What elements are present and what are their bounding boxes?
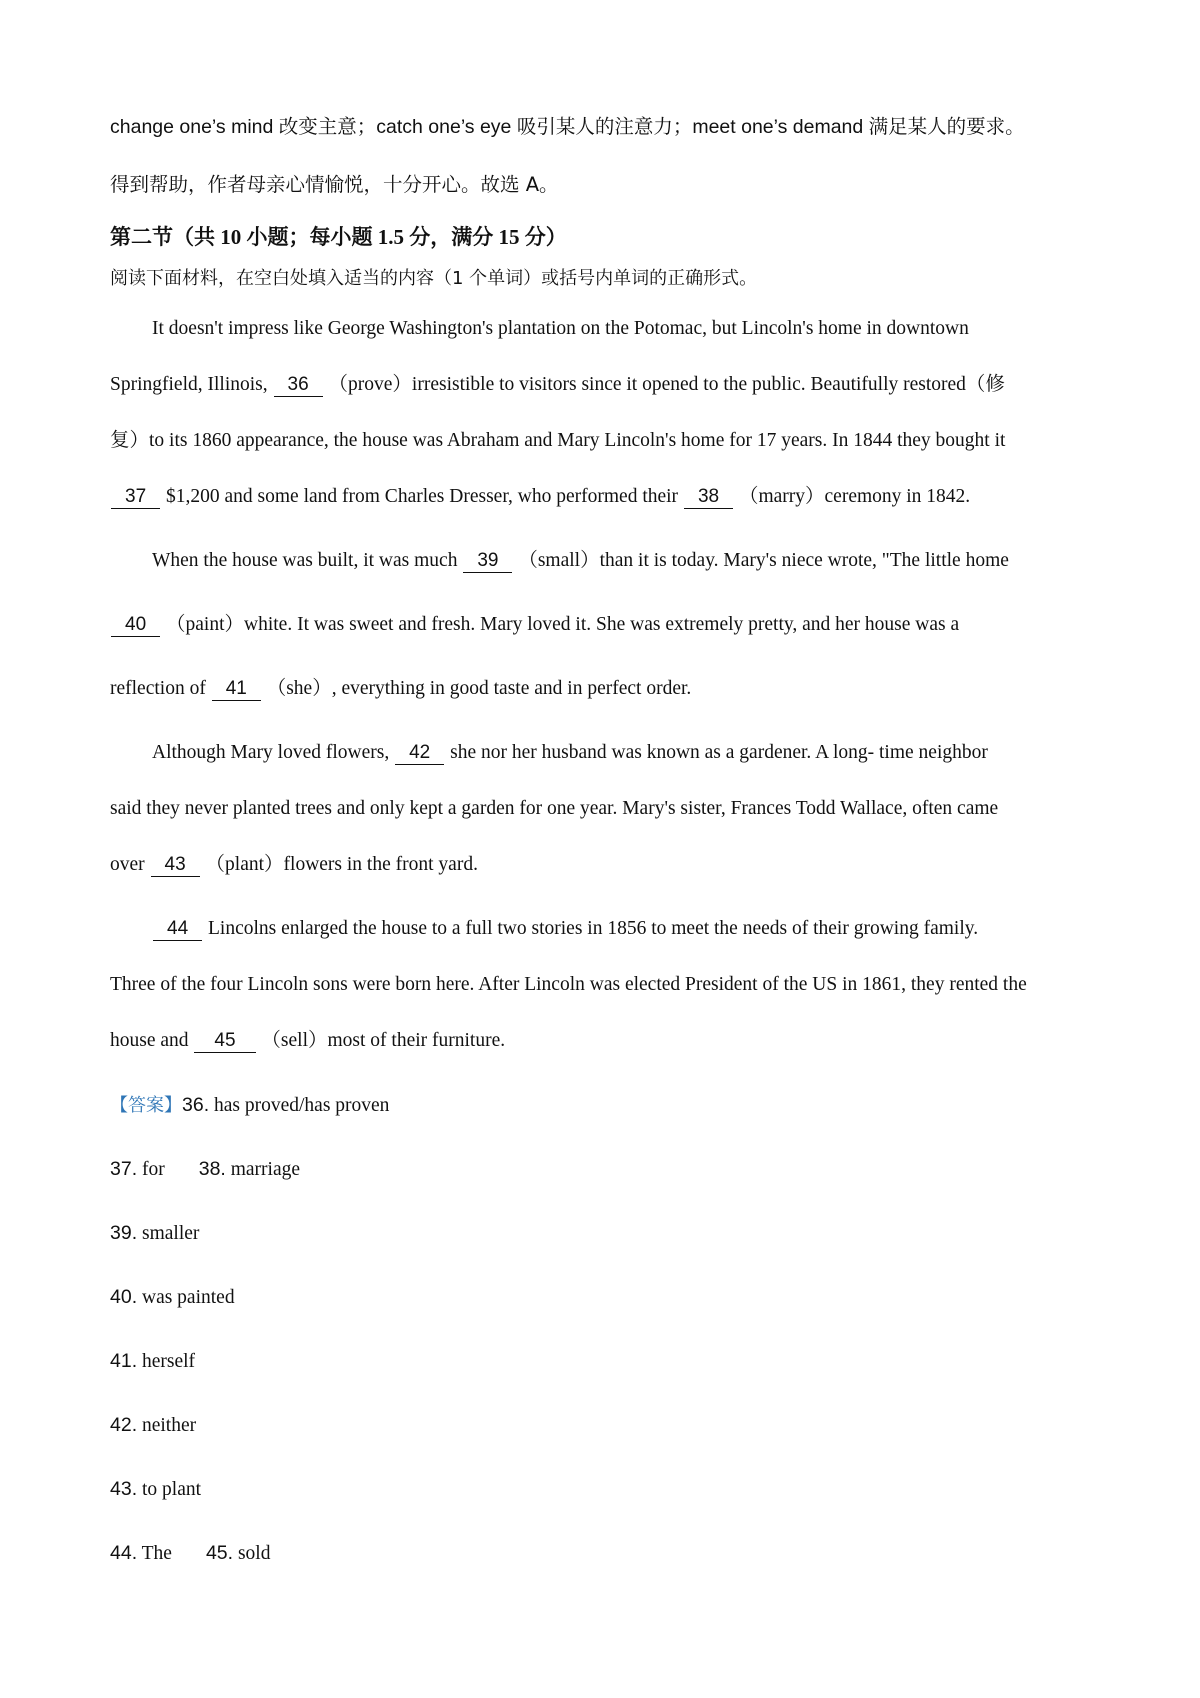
passage-p3-line-2: said they never planted trees and only kept a garden for one year. Mary's sister, Frances Todd Wallace, often came — [110, 798, 999, 819]
passage-text: Lincolns enlarged the house to a full two stories in 1856 to meet the needs of their growing family. — [203, 918, 979, 939]
intro-line-2: 得到帮助，作者母亲心情愉悦，十分开心。故选 A。 — [110, 173, 559, 196]
answer-number: 44. — [110, 1542, 138, 1564]
passage-p1-line-1: It doesn't impress like George Washington's plantation on the Potomac, but Lincoln's home in downtown — [152, 318, 969, 339]
answer-text: has proved/has proven — [209, 1095, 390, 1116]
answer-row-5 — [110, 1348, 1100, 1375]
answer-row-1 — [110, 1092, 1100, 1119]
answer-row-6 — [110, 1412, 1100, 1439]
passage-text: （she）, everything in good taste and in perfect order. — [261, 678, 692, 699]
passage-p2-line-1 — [152, 548, 1100, 574]
answer-number: 39. — [110, 1222, 138, 1244]
answer-number: 37. — [110, 1158, 138, 1180]
answer-text: to plant — [137, 1479, 202, 1500]
blank-43: 43 — [151, 854, 200, 877]
section-instruction: 阅读下面材料，在空白处填入适当的内容（1 个单词）或括号内单词的正确形式。 — [110, 268, 758, 289]
answer-row-4 — [110, 1284, 1100, 1311]
answer-text: neither — [137, 1415, 197, 1436]
passage-text: （sell）most of their furniture. — [256, 1030, 506, 1051]
answer-number: 45. — [205, 1542, 234, 1564]
blank-37: 37 — [111, 486, 160, 509]
passage-p2-line-2 — [110, 612, 1100, 638]
passage-p1-line-4 — [110, 484, 1100, 510]
blank-41: 41 — [212, 678, 261, 701]
passage-p3-line-3 — [110, 852, 1100, 878]
section-title: 第二节（共 10 小题；每小题 1.5 分，满分 15 分） — [110, 225, 567, 249]
answer-label: 【答案】 — [110, 1095, 182, 1116]
passage-p4-line-2: Three of the four Lincoln sons were born here. After Lincoln was elected President of the US in 1861, they rented the — [110, 974, 1027, 995]
answer-text: sold — [233, 1543, 271, 1564]
blank-39: 39 — [463, 550, 512, 573]
intro-line-1: change one’s mind 改变主意；catch one’s eye 吸引某人的注意力；meet one’s demand 满足某人的要求。 — [110, 116, 1025, 138]
answer-row-2 — [110, 1156, 1100, 1183]
passage-text: reflection of — [110, 678, 211, 699]
passage-p1-line-2 — [110, 372, 1100, 398]
blank-44: 44 — [153, 918, 202, 941]
answer-number: 36. — [182, 1094, 210, 1116]
answer-text: The — [137, 1543, 172, 1564]
passage-text: When the house was built, it was much — [152, 550, 463, 571]
passage-text: house and — [110, 1030, 194, 1051]
blank-42: 42 — [395, 742, 444, 765]
passage-text: Although Mary loved flowers, — [152, 742, 395, 763]
passage-p4-line-1 — [152, 916, 1100, 942]
passage-p2-line-3 — [110, 676, 1100, 702]
answer-text: herself — [137, 1351, 196, 1372]
passage-text: over — [110, 854, 150, 875]
answer-number: 43. — [110, 1478, 138, 1500]
answer-row-7 — [110, 1476, 1100, 1503]
blank-36: 36 — [274, 374, 323, 397]
passage-p1-line-3: 复）to its 1860 appearance, the house was Abraham and Mary Lincoln's home for 17 years. In 1844 they bought it — [110, 430, 1006, 451]
passage-p4-line-3 — [110, 1028, 1100, 1054]
answer-text: for — [137, 1159, 165, 1180]
answer-text: smaller — [137, 1223, 200, 1244]
blank-38: 38 — [684, 486, 733, 509]
passage-text: （prove）irresistible to visitors since it opened to the public. Beautifully restored（修 — [323, 374, 1005, 395]
passage-text: （plant）flowers in the front yard. — [200, 854, 478, 875]
answer-text: marriage — [225, 1159, 301, 1180]
answer-row-8 — [110, 1540, 1100, 1567]
blank-45: 45 — [194, 1030, 255, 1053]
passage-text: （paint）white. It was sweet and fresh. Mary loved it. She was extremely pretty, and her house was a — [161, 614, 960, 635]
passage-p3-line-1 — [152, 740, 1100, 766]
answer-text: was painted — [137, 1287, 235, 1308]
answer-number: 41. — [110, 1350, 138, 1372]
passage-text: （small）than it is today. Mary's niece wrote, "The little home — [513, 550, 1009, 571]
answer-row-3 — [110, 1220, 1100, 1247]
answer-number: 38. — [198, 1158, 226, 1180]
passage-text: Springfield, Illinois, — [110, 374, 273, 395]
answer-number: 42. — [110, 1414, 138, 1436]
blank-40: 40 — [111, 614, 160, 637]
passage-text: （marry）ceremony in 1842. — [734, 486, 971, 507]
answer-number: 40. — [110, 1286, 138, 1308]
passage-text: $1,200 and some land from Charles Dresser, who performed their — [161, 486, 683, 507]
passage-text: she nor her husband was known as a gardener. A long- time neighbor — [445, 742, 988, 763]
